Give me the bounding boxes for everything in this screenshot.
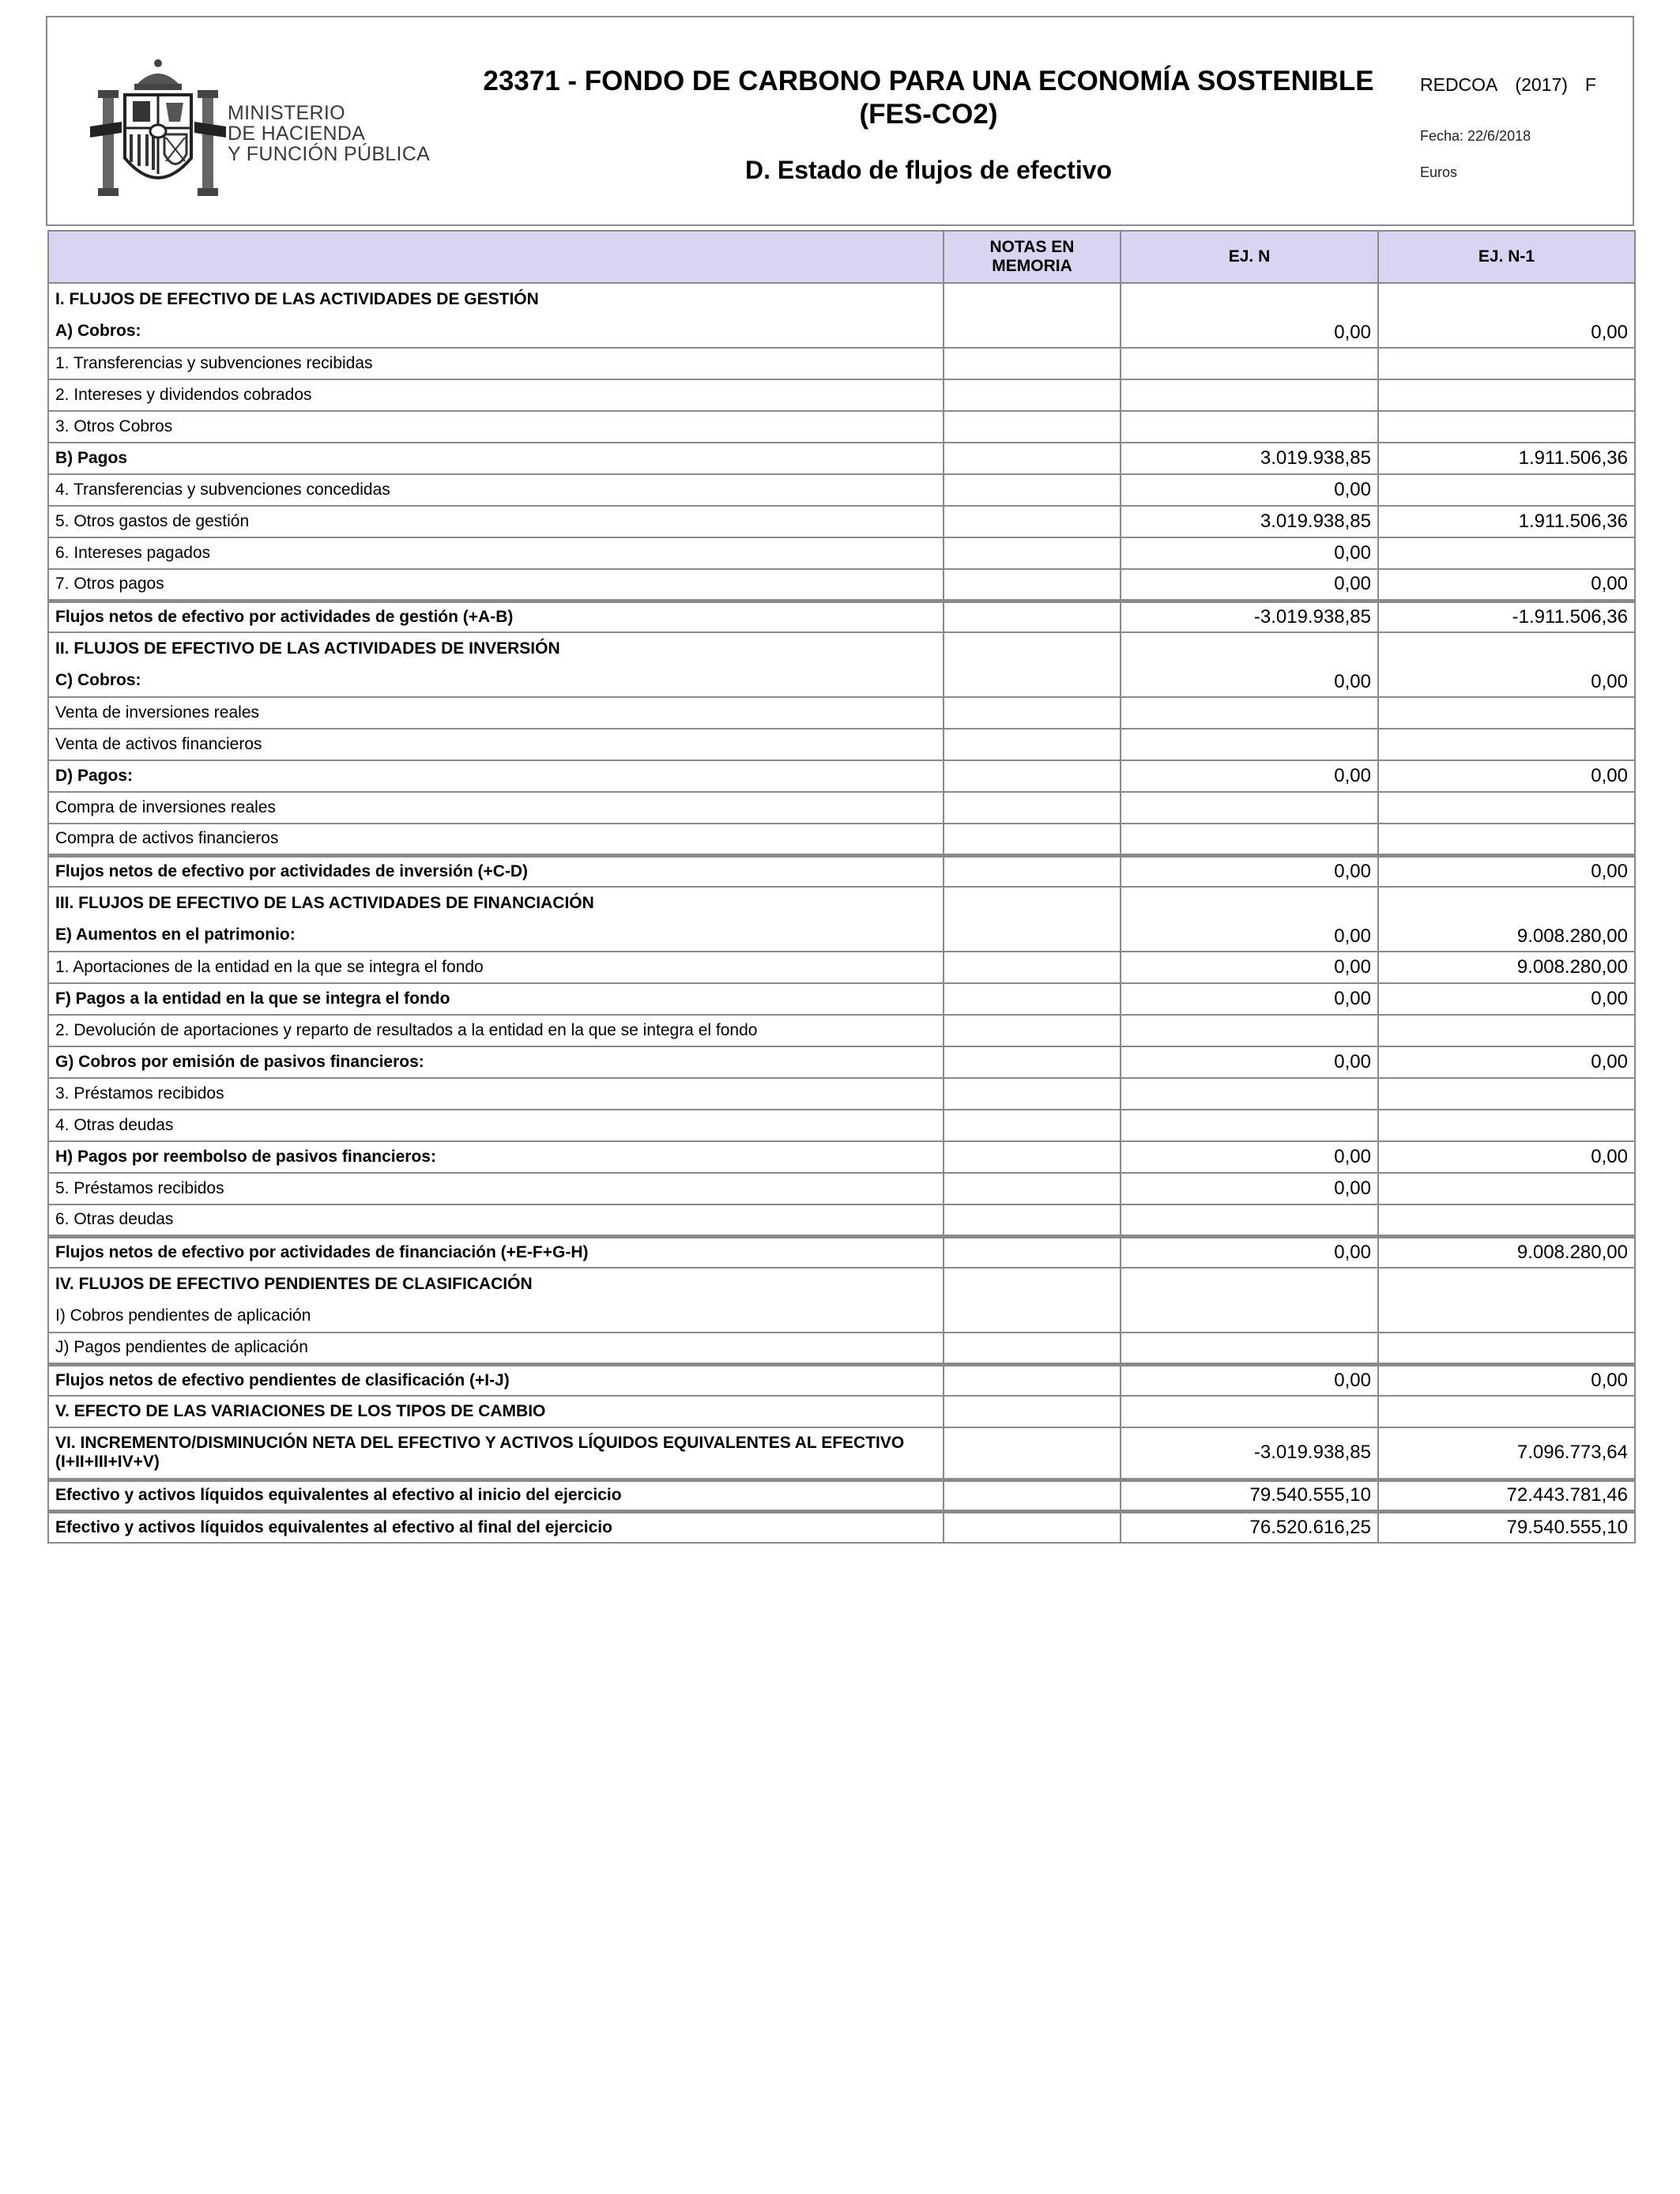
row-value-current: -3.019.938,85 bbox=[1121, 1427, 1378, 1480]
header-concept bbox=[48, 231, 944, 283]
row-value-current bbox=[1121, 1333, 1378, 1364]
row-value-current: 0,00 bbox=[1121, 569, 1378, 601]
table-row bbox=[48, 601, 1635, 632]
row-value-previous bbox=[1378, 474, 1635, 506]
row-concept: 1. Aportaciones de la entidad en la que se integra el fondo bbox=[48, 952, 944, 983]
row-concept: 2. Intereses y dividendos cobrados bbox=[48, 379, 944, 411]
row-notes bbox=[944, 411, 1121, 443]
row-concept: H) Pagos por reembolso de pasivos financieros: bbox=[48, 1141, 944, 1173]
ministry-name: MINISTERIO DE HACIENDA Y FUNCIÓN PÚBLICA bbox=[228, 102, 431, 165]
table-row bbox=[48, 1173, 1635, 1204]
row-concept bbox=[48, 632, 944, 697]
row-value-previous bbox=[1378, 537, 1635, 569]
row-value-current: 0,00 bbox=[1121, 1364, 1378, 1396]
table-row bbox=[48, 1078, 1635, 1110]
row-value-current: 0,00 bbox=[1121, 760, 1378, 792]
row-concept: 6. Intereses pagados bbox=[48, 537, 944, 569]
row-value-previous bbox=[1378, 824, 1635, 855]
row-concept bbox=[48, 1268, 944, 1333]
row-value-previous bbox=[1378, 697, 1635, 729]
table-row bbox=[48, 1480, 1635, 1511]
row-notes bbox=[944, 1046, 1121, 1078]
table-row bbox=[48, 283, 1635, 348]
table-row bbox=[48, 411, 1635, 443]
row-notes bbox=[944, 1364, 1121, 1396]
table-row bbox=[48, 379, 1635, 411]
row-value-current: 0,00 bbox=[1121, 537, 1378, 569]
row-value-previous: -1.911.506,36 bbox=[1378, 601, 1635, 632]
report-flag: F bbox=[1584, 74, 1596, 95]
row-notes bbox=[944, 983, 1121, 1015]
table-row bbox=[48, 1110, 1635, 1141]
row-concept: 7. Otros pagos bbox=[48, 569, 944, 601]
row-value-current bbox=[1121, 411, 1378, 443]
row-concept: G) Cobros por emisión de pasivos financieros: bbox=[48, 1046, 944, 1078]
table-row bbox=[48, 1141, 1635, 1173]
row-notes bbox=[944, 1204, 1121, 1236]
table-header-row bbox=[48, 231, 1635, 283]
row-value-current: 0,00 bbox=[1121, 887, 1378, 952]
table-row bbox=[48, 824, 1635, 855]
section-heading: III. FLUJOS DE EFECTIVO DE LAS ACTIVIDADES DE FINANCIACIÓN bbox=[55, 894, 594, 912]
row-value-previous: 0,00 bbox=[1378, 855, 1635, 887]
row-value-current bbox=[1121, 1268, 1378, 1333]
row-concept: 3. Préstamos recibidos bbox=[48, 1078, 944, 1110]
row-notes bbox=[944, 379, 1121, 411]
row-concept: Venta de activos financieros bbox=[48, 729, 944, 760]
row-value-current: 0,00 bbox=[1121, 952, 1378, 983]
row-value-previous: 0,00 bbox=[1378, 569, 1635, 601]
row-value-previous bbox=[1378, 1078, 1635, 1110]
row-concept: V. EFECTO DE LAS VARIACIONES DE LOS TIPOS DE CAMBIO bbox=[48, 1396, 944, 1427]
row-value-previous bbox=[1378, 348, 1635, 379]
row-value-previous: 0,00 bbox=[1378, 1046, 1635, 1078]
row-label: C) Cobros: bbox=[55, 671, 141, 689]
row-value-current bbox=[1121, 729, 1378, 760]
row-value-current bbox=[1121, 348, 1378, 379]
row-notes bbox=[944, 1110, 1121, 1141]
row-concept: D) Pagos: bbox=[48, 760, 944, 792]
report-year: (2017) bbox=[1515, 74, 1568, 95]
row-value-current bbox=[1121, 1396, 1378, 1427]
row-notes bbox=[944, 1141, 1121, 1173]
row-value-current: 0,00 bbox=[1121, 1173, 1378, 1204]
row-value-previous bbox=[1378, 1333, 1635, 1364]
row-concept: Flujos netos de efectivo por actividades de inversión (+C-D) bbox=[48, 855, 944, 887]
row-concept: Flujos netos de efectivo por actividades de financiación (+E-F+G-H) bbox=[48, 1236, 944, 1268]
row-notes bbox=[944, 1236, 1121, 1268]
row-notes bbox=[944, 1396, 1121, 1427]
row-concept: F) Pagos a la entidad en la que se integra el fondo bbox=[48, 983, 944, 1015]
report-header bbox=[46, 16, 1634, 226]
row-value-current: -3.019.938,85 bbox=[1121, 601, 1378, 632]
row-notes bbox=[944, 1078, 1121, 1110]
row-value-previous bbox=[1378, 729, 1635, 760]
row-value-current: 0,00 bbox=[1121, 632, 1378, 697]
row-value-previous bbox=[1378, 411, 1635, 443]
row-value-previous: 1.911.506,36 bbox=[1378, 443, 1635, 474]
row-concept: J) Pagos pendientes de aplicación bbox=[48, 1333, 944, 1364]
row-concept: 3. Otros Cobros bbox=[48, 411, 944, 443]
row-value-current: 0,00 bbox=[1121, 855, 1378, 887]
row-value-current: 0,00 bbox=[1121, 983, 1378, 1015]
row-concept: 4. Otras deudas bbox=[48, 1110, 944, 1141]
row-value-previous: 72.443.781,46 bbox=[1378, 1480, 1635, 1511]
row-notes bbox=[944, 443, 1121, 474]
row-notes bbox=[944, 474, 1121, 506]
row-value-current: 0,00 bbox=[1121, 1141, 1378, 1173]
row-notes bbox=[944, 729, 1121, 760]
row-value-previous: 9.008.280,00 bbox=[1378, 1236, 1635, 1268]
table-row bbox=[48, 1396, 1635, 1427]
row-notes bbox=[944, 1480, 1121, 1511]
row-concept: Compra de inversiones reales bbox=[48, 792, 944, 824]
section-heading: II. FLUJOS DE EFECTIVO DE LAS ACTIVIDADES DE INVERSIÓN bbox=[55, 639, 560, 658]
row-concept: Efectivo y activos líquidos equivalentes al efectivo al final del ejercicio bbox=[48, 1511, 944, 1543]
row-value-previous: 9.008.280,00 bbox=[1378, 952, 1635, 983]
row-concept: 1. Transferencias y subvenciones recibidas bbox=[48, 348, 944, 379]
row-notes bbox=[944, 632, 1121, 697]
table-row bbox=[48, 1364, 1635, 1396]
table-row bbox=[48, 729, 1635, 760]
report-subtitle: D. Estado de flujos de efectivo bbox=[744, 156, 1113, 184]
row-concept: 6. Otras deudas bbox=[48, 1204, 944, 1236]
row-value-previous bbox=[1378, 1396, 1635, 1427]
row-concept: B) Pagos bbox=[48, 443, 944, 474]
table-row bbox=[48, 1236, 1635, 1268]
row-label: A) Cobros: bbox=[55, 322, 141, 340]
row-concept: VI. INCREMENTO/DISMINUCIÓN NETA DEL EFECTIVO Y ACTIVOS LÍQUIDOS EQUIVALENTES AL EFECTIVO (I+II+III+IV+V) bbox=[48, 1427, 944, 1480]
row-value-previous: 0,00 bbox=[1378, 983, 1635, 1015]
row-concept: Venta de inversiones reales bbox=[48, 697, 944, 729]
row-concept: 4. Transferencias y subvenciones concedidas bbox=[48, 474, 944, 506]
row-notes bbox=[944, 1015, 1121, 1046]
cash-flow-table bbox=[47, 230, 1636, 1544]
row-concept: 2. Devolución de aportaciones y reparto de resultados a la entidad en la que se integra el fondo bbox=[48, 1015, 944, 1046]
row-notes bbox=[944, 1268, 1121, 1333]
header-notes: NOTAS EN MEMORIA bbox=[944, 231, 1121, 283]
row-notes bbox=[944, 792, 1121, 824]
row-notes bbox=[944, 1173, 1121, 1204]
table-row bbox=[48, 537, 1635, 569]
table-row bbox=[48, 1427, 1635, 1480]
row-value-current bbox=[1121, 824, 1378, 855]
row-value-current: 0,00 bbox=[1121, 283, 1378, 348]
row-concept bbox=[48, 887, 944, 952]
row-value-current bbox=[1121, 1078, 1378, 1110]
report-title: 23371 - FONDO DE CARBONO PARA UNA ECONOMÍA SOSTENIBLE (FES-CO2) bbox=[483, 66, 1374, 130]
row-value-previous bbox=[1378, 379, 1635, 411]
table-row bbox=[48, 632, 1635, 697]
row-value-previous: 0,00 bbox=[1378, 632, 1635, 697]
row-value-previous: 9.008.280,00 bbox=[1378, 887, 1635, 952]
row-value-current bbox=[1121, 1204, 1378, 1236]
row-value-current: 0,00 bbox=[1121, 1046, 1378, 1078]
row-concept: Compra de activos financieros bbox=[48, 824, 944, 855]
row-value-previous: 0,00 bbox=[1378, 1141, 1635, 1173]
table-row bbox=[48, 1333, 1635, 1364]
table-row bbox=[48, 697, 1635, 729]
table-row bbox=[48, 1015, 1635, 1046]
table-row bbox=[48, 569, 1635, 601]
table-row bbox=[48, 443, 1635, 474]
table-row bbox=[48, 1046, 1635, 1078]
row-notes bbox=[944, 824, 1121, 855]
row-value-current: 0,00 bbox=[1121, 1236, 1378, 1268]
row-value-current: 0,00 bbox=[1121, 474, 1378, 506]
report-units: Euros bbox=[1420, 164, 1458, 180]
row-value-current: 3.019.938,85 bbox=[1121, 443, 1378, 474]
row-label: E) Aumentos en el patrimonio: bbox=[55, 925, 296, 944]
row-label: I) Cobros pendientes de aplicación bbox=[55, 1306, 311, 1325]
row-notes bbox=[944, 1333, 1121, 1364]
row-concept: 5. Otros gastos de gestión bbox=[48, 506, 944, 537]
row-notes bbox=[944, 855, 1121, 887]
row-value-current bbox=[1121, 379, 1378, 411]
row-notes bbox=[944, 601, 1121, 632]
table-row bbox=[48, 855, 1635, 887]
row-notes bbox=[944, 537, 1121, 569]
row-notes bbox=[944, 1511, 1121, 1543]
report-date: Fecha: 22/6/2018 bbox=[1420, 128, 1531, 144]
table-row bbox=[48, 1204, 1635, 1236]
row-value-current bbox=[1121, 1110, 1378, 1141]
row-notes bbox=[944, 569, 1121, 601]
table-row bbox=[48, 474, 1635, 506]
table-body bbox=[48, 283, 1635, 1543]
row-value-previous bbox=[1378, 1015, 1635, 1046]
row-notes bbox=[944, 760, 1121, 792]
header-previous-year: EJ. N-1 bbox=[1378, 231, 1635, 283]
report-code-label: REDCOA bbox=[1420, 74, 1498, 95]
row-notes bbox=[944, 1427, 1121, 1480]
table-row bbox=[48, 348, 1635, 379]
row-value-previous bbox=[1378, 1110, 1635, 1141]
table-row bbox=[48, 887, 1635, 952]
row-concept: 5. Préstamos recibidos bbox=[48, 1173, 944, 1204]
report-code bbox=[1420, 74, 1614, 96]
table-row bbox=[48, 952, 1635, 983]
row-value-previous bbox=[1378, 792, 1635, 824]
row-value-current: 3.019.938,85 bbox=[1121, 506, 1378, 537]
row-notes bbox=[944, 952, 1121, 983]
row-notes bbox=[944, 697, 1121, 729]
table-row bbox=[48, 792, 1635, 824]
row-value-previous: 79.540.555,10 bbox=[1378, 1511, 1635, 1543]
row-value-previous bbox=[1378, 1204, 1635, 1236]
row-concept bbox=[48, 283, 944, 348]
header-current-year: EJ. N bbox=[1121, 231, 1378, 283]
row-concept: Efectivo y activos líquidos equivalentes al efectivo al inicio del ejercicio bbox=[48, 1480, 944, 1511]
row-notes bbox=[944, 348, 1121, 379]
row-value-previous: 0,00 bbox=[1378, 1364, 1635, 1396]
row-value-previous bbox=[1378, 1173, 1635, 1204]
row-value-previous: 7.096.773,64 bbox=[1378, 1427, 1635, 1480]
section-heading: IV. FLUJOS DE EFECTIVO PENDIENTES DE CLASIFICACIÓN bbox=[55, 1275, 533, 1293]
section-heading: I. FLUJOS DE EFECTIVO DE LAS ACTIVIDADES DE GESTIÓN bbox=[55, 290, 539, 308]
row-value-current bbox=[1121, 1015, 1378, 1046]
table-row bbox=[48, 1268, 1635, 1333]
row-concept: Flujos netos de efectivo pendientes de clasificación (+I-J) bbox=[48, 1364, 944, 1396]
row-value-current: 76.520.616,25 bbox=[1121, 1511, 1378, 1543]
row-value-current bbox=[1121, 792, 1378, 824]
row-value-current bbox=[1121, 697, 1378, 729]
table-row bbox=[48, 760, 1635, 792]
row-notes bbox=[944, 887, 1121, 952]
row-notes bbox=[944, 506, 1121, 537]
coat-of-arms-logo bbox=[87, 55, 229, 205]
row-value-current: 79.540.555,10 bbox=[1121, 1480, 1378, 1511]
row-value-previous: 0,00 bbox=[1378, 760, 1635, 792]
table-row bbox=[48, 1511, 1635, 1543]
row-value-previous: 0,00 bbox=[1378, 283, 1635, 348]
row-notes bbox=[944, 283, 1121, 348]
table-row bbox=[48, 983, 1635, 1015]
row-value-previous: 1.911.506,36 bbox=[1378, 506, 1635, 537]
row-concept: Flujos netos de efectivo por actividades de gestión (+A-B) bbox=[48, 601, 944, 632]
row-value-previous bbox=[1378, 1268, 1635, 1333]
table-row bbox=[48, 506, 1635, 537]
